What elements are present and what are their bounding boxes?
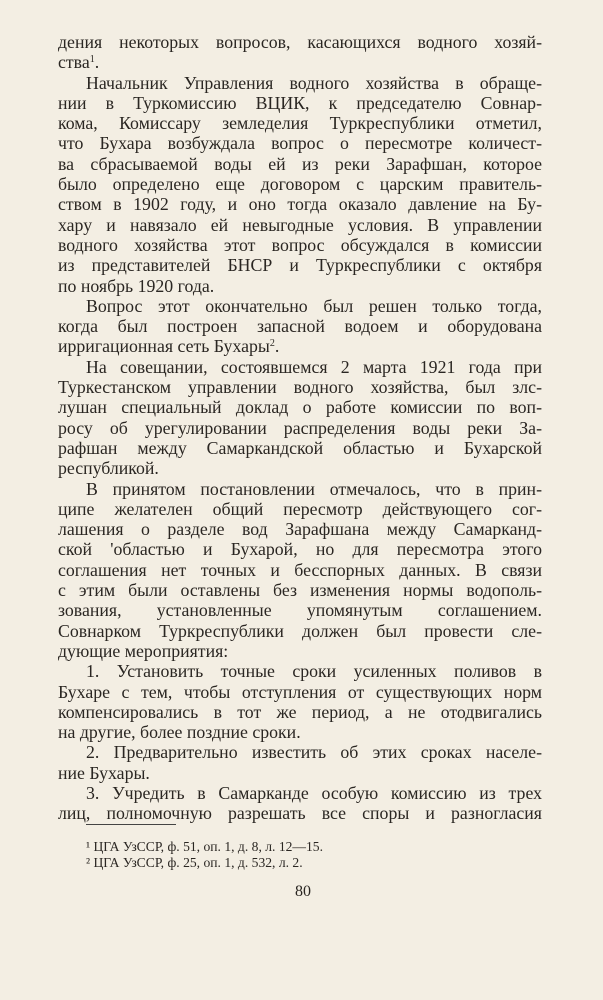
text-line: Туркестанском управлении водного хозяйства, был злс- — [58, 377, 542, 398]
text-line: зования, установленные упомянутым соглашением. — [58, 600, 542, 621]
text-line: Бухаре с тем, чтобы отступления от существующих норм — [58, 681, 542, 702]
text-line: лушан специальный доклад о работе комиссии по воп- — [58, 397, 542, 418]
text-line: водного хозяйства этот вопрос обсуждался в комиссии — [58, 234, 542, 255]
text-line: республикой. — [58, 458, 159, 479]
text-line: Начальник Управления водного хозяйства в обраще- — [86, 72, 542, 93]
footnote-1: ¹ ЦГА УзССР, ф. 51, оп. 1, д. 8, л. 12—15. — [86, 839, 323, 854]
text-line: когда был построен запасной водоем и оборудована — [58, 316, 542, 337]
text-line: по ноябрь 1920 года. — [58, 275, 215, 296]
text-line: ирригационная сеть Бухары$^2$. — [58, 336, 280, 357]
text-line: ства$^1$. — [58, 52, 100, 73]
text-line: рафшан между Самаркандской областью и Бухарской — [58, 437, 542, 458]
text-line: на другие, более поздние сроки. — [58, 722, 301, 743]
text-line: 1. Установить точные сроки усиленных поливов в — [86, 661, 542, 682]
text-line: лиц, полномочную разрешать все споры и разногласия — [58, 803, 542, 824]
trailing-punctuation: . — [274, 336, 280, 357]
text-line: росу об урегулировании распределения воды реки За- — [58, 417, 542, 438]
text-line: ципе желателен общий пересмотр действующего сог- — [58, 498, 542, 519]
text-line: 3. Учредить в Самарканде особую комиссию из трех — [86, 782, 542, 803]
text-line: Вопрос этот окончательно был решен только тогда, — [86, 295, 542, 316]
text-line: соглашения нет точных и бесспорных данных. В связи — [58, 559, 542, 580]
text-line: дения некоторых вопросов, касающихся водного хозяй- — [58, 32, 542, 52]
text-line: Совнарком Туркреспублики должен был провести сле- — [58, 620, 542, 641]
footnote-divider — [86, 824, 176, 825]
text-line: В принятом постановлении отмечалось, что в прин- — [86, 478, 542, 499]
text-line: кома, Комиссару земледелия Туркреспублики отметил, — [58, 113, 542, 134]
text-line: ской 'областью и Бухарой, но для пересмотра этого — [58, 539, 542, 560]
footnote-marker: 2 — [269, 338, 275, 350]
text-line: с этим были оставлены без изменения нормы водополь- — [58, 580, 542, 601]
text-line: 2. Предварительно известить об этих сроках населе- — [86, 742, 542, 763]
body-text — [58, 32, 542, 824]
text-line: из представителей БНСР и Туркреспублики с октября — [58, 255, 542, 276]
page-number: 80 — [295, 883, 311, 900]
footnote-2: ² ЦГА УзССР, ф. 25, оп. 1, д. 532, л. 2. — [86, 855, 303, 870]
text-line: ством в 1902 году, и оно тогда оказало давление на Бу- — [58, 194, 542, 215]
text-line: ва сбрасываемой воды ей из реки Зарафшан, которое — [58, 153, 542, 174]
trailing-punctuation: . — [94, 52, 100, 73]
text-line: хару и навязало ей невыгодные условия. В управлении — [58, 214, 542, 235]
text-line: было определено еще договором с царским правитель- — [58, 174, 542, 195]
text-line: нии в Туркомиссию ВЦИК, к председателю Совнар- — [58, 92, 542, 113]
text-line: лашения о разделе вод Зарафшана между Самарканд- — [58, 519, 542, 540]
footnote-marker: 1 — [89, 54, 95, 66]
text-line: компенсировались в тот же период, а не отодвигались — [58, 701, 542, 722]
text-line: ние Бухары. — [58, 762, 150, 783]
text-line: дующие мероприятия: — [58, 640, 229, 661]
text-line: На совещании, состоявшемся 2 марта 1921 года при — [86, 356, 542, 377]
text-line: что Бухара возбуждала вопрос о пересмотре количест- — [58, 133, 542, 154]
